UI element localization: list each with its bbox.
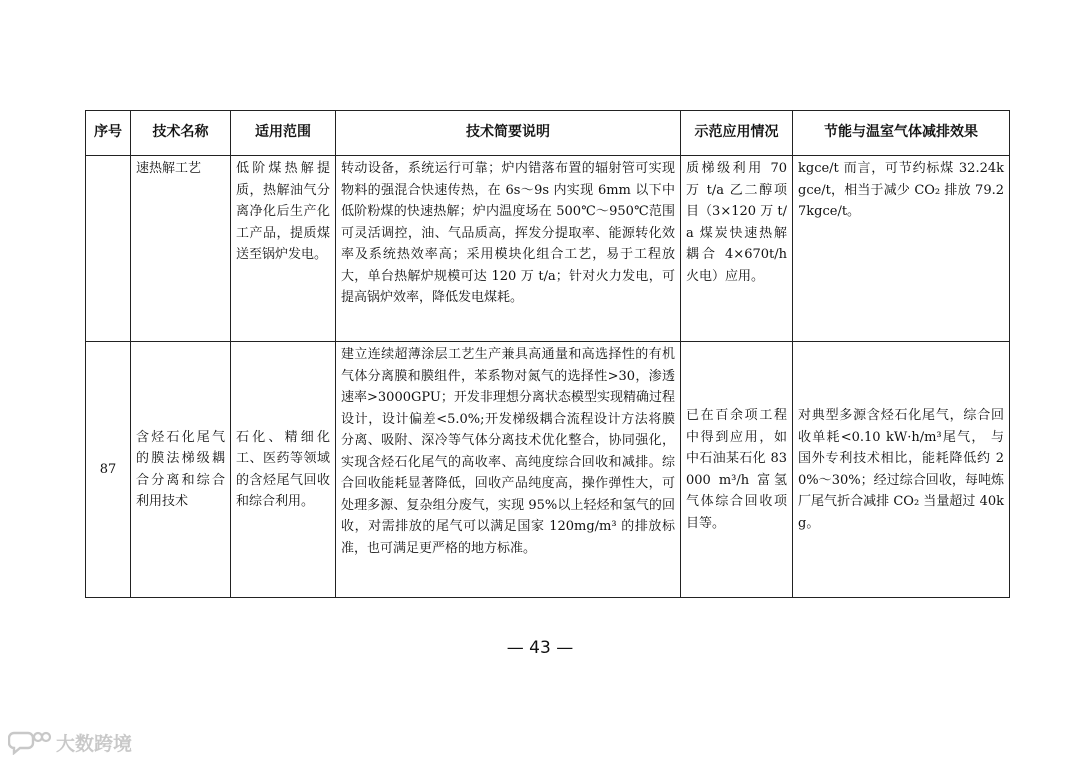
chat-bubble-logo-icon [8, 729, 52, 755]
header-tech-name: 技术名称 [131, 111, 231, 156]
cell-seq [86, 156, 131, 342]
table-row [86, 156, 1010, 342]
tech-table [85, 110, 1010, 598]
cell-scope: 石化、精细化工、医药等领域的含烃尾气回收和综合利用。 [231, 342, 336, 598]
cell-demo-application: 质梯级利用 70 万 t/a 乙二醇项目（3×120 万 t/a 煤炭快速热解耦合 4×670t/h 火电）应用。 [681, 156, 793, 342]
header-description: 技术简要说明 [336, 111, 681, 156]
cell-tech-name: 含烃石化尾气的膜法梯级耦合分离和综合利用技术 [131, 342, 231, 598]
cell-description: 建立连续超薄涂层工艺生产兼具高通量和高选择性的有机气体分离膜和膜组件，苯系物对氮气的选择性>30，渗透速率>3000GPU；开发非理想分离状态模型实现精确过程设计，设计偏差<5.0%;开发梯级耦合流程设计方法将膜分离、吸附、深冷等气体分离技术优化整合，协同强化，实现含烃石化尾气的高收率、高纯度综合回收和减排。综合回收能耗显著降低，回收产品纯度高，操作弹性大，可处理多源、复杂组分废气，实现 95%以上轻烃和氢气的回收，对需排放的尾气可以满足国家 120mg/m³ 的排放标准，也可满足更严格的地方标准。 [336, 342, 681, 598]
cell-energy-effect: 对典型多源含烃石化尾气，综合回收单耗<0.10 kW·h/m³尾气， 与国外专利技术相比，能耗降低约 20%～30%；经过综合回收，每吨炼厂尾气折合减排 CO₂ 当量超过 40kg。 [793, 342, 1010, 598]
table-row [86, 342, 1010, 598]
cell-seq: 87 [86, 342, 131, 598]
header-demo-application: 示范应用情况 [681, 111, 793, 156]
table-header-row [86, 111, 1010, 156]
cell-energy-effect: kgce/t 而言，可节约标煤 32.24kgce/t，相当于减少 CO₂ 排放 79.27kgce/t。 [793, 156, 1010, 342]
page-number: — 43 — [506, 638, 574, 658]
cell-demo-application: 已在百余项工程中得到应用，如中石油某石化 83000 m³/h 富氢气体综合回收项目等。 [681, 342, 793, 598]
cell-description: 转动设备，系统运行可靠；炉内错落布置的辐射管可实现物料的强混合快速传热，在 6s～9s 内实现 6mm 以下中低阶粉煤的快速热解；炉内温度场在 500℃～950℃范围可灵活调控，油、气品质高，挥发分提取率、能源转化效率及系统热效率高；采用模块化组合工艺，易于工程放大，单台热解炉规模可达 120 万 t/a；针对火力发电，可提高锅炉效率，降低发电煤耗。 [336, 156, 681, 342]
watermark-text: 大数跨境 [56, 732, 133, 755]
header-scope: 适用范围 [231, 111, 336, 156]
header-seq: 序号 [86, 111, 131, 156]
header-energy-effect: 节能与温室气体减排效果 [793, 111, 1010, 156]
cell-scope: 低阶煤热解提质，热解油气分离净化后生产化工产品，提质煤送至锅炉发电。 [231, 156, 336, 342]
watermark [8, 728, 132, 756]
cell-tech-name: 速热解工艺 [131, 156, 231, 342]
